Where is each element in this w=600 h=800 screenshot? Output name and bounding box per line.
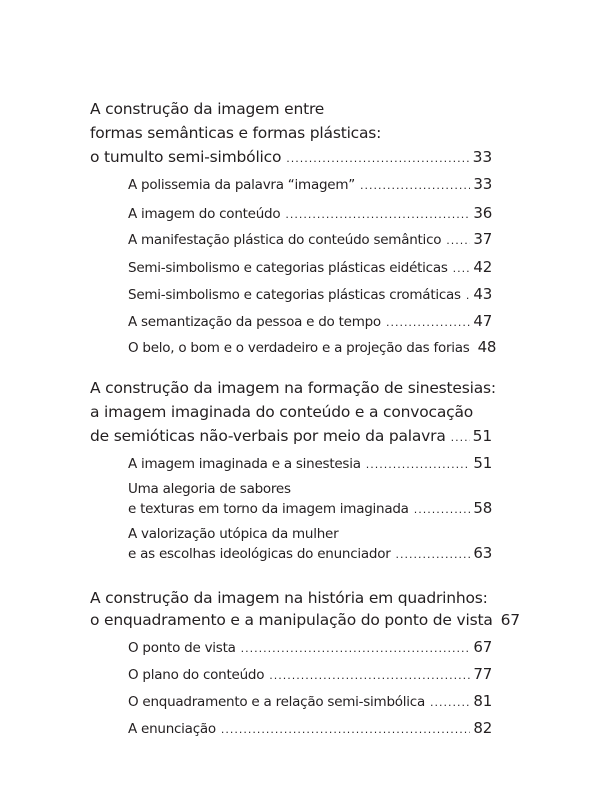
- dot-leader: [269, 669, 470, 682]
- toc-entry-line-1: [128, 526, 492, 546]
- toc-entry-line-1: [128, 481, 492, 501]
- entry-page-number: 51: [473, 454, 492, 472]
- entry-title: A polissemia da palavra “imagem”: [128, 177, 355, 193]
- entry-page-number: 47: [473, 312, 492, 330]
- entry-title: Semi-simbolismo e categorias plásticas eidéticas: [128, 260, 448, 276]
- toc-entry: [128, 665, 492, 685]
- entry-title: Uma alegoria de sabores: [128, 481, 291, 497]
- toc-entry: [128, 338, 497, 358]
- dot-leader: [453, 262, 471, 275]
- toc-entry: [128, 204, 492, 224]
- chapter-2-title-line-2: [90, 403, 492, 423]
- entry-title: A manifestação plástica do conteúdo semântico: [128, 232, 442, 248]
- chapter-1-title-line-3: [90, 148, 492, 168]
- entry-title: O ponto de vista: [128, 640, 236, 656]
- toc-entry: [128, 230, 492, 250]
- entry-page-number: 37: [473, 230, 492, 248]
- entry-page-number: 67: [473, 638, 492, 656]
- dot-leader: [221, 723, 471, 736]
- chapter-2-title-line-3: [90, 427, 492, 447]
- entry-page-number: 43: [473, 285, 492, 303]
- entry-title: e as escolhas ideológicas do enunciador: [128, 546, 391, 562]
- chapter-2-title-text-1: A construção da imagem na formação de sinestesias:: [90, 379, 496, 397]
- dot-leader: [386, 316, 470, 329]
- chapter-3-title-text-2: o enquadramento e a manipulação do ponto de vista: [90, 611, 493, 629]
- chapter-2-title-text-2: a imagem imaginada do conteúdo e a convocação: [90, 403, 474, 421]
- entry-page-number: 82: [473, 719, 492, 737]
- chapter-3-title-line-1: [90, 589, 492, 609]
- toc-entry: [128, 285, 492, 305]
- chapter-2-title-text-3: de semióticas não-verbais por meio da palavra: [90, 427, 446, 445]
- entry-title: O plano do conteúdo: [128, 667, 265, 683]
- chapter-2-title-line-1: [90, 379, 496, 399]
- entry-title: A valorização utópica da mulher: [128, 526, 339, 542]
- entry-title: O enquadramento e a relação semi-simbólica: [128, 694, 425, 710]
- dot-leader: [466, 289, 471, 302]
- toc-entry: [128, 258, 492, 278]
- entry-page-number: 77: [473, 665, 492, 683]
- dot-leader: [451, 431, 470, 444]
- entry-title: A semantização da pessoa e do tempo: [128, 314, 381, 330]
- toc-entry-line-2: [128, 544, 492, 564]
- dot-leader: [396, 548, 471, 561]
- dot-leader: [414, 503, 471, 516]
- entry-title: A imagem imaginada e a sinestesia: [128, 456, 361, 472]
- toc-entry: [128, 692, 492, 712]
- dot-leader: [366, 458, 471, 471]
- chapter-2-page-number: 51: [472, 427, 492, 445]
- chapter-3-title-text-1: A construção da imagem na história em quadrinhos:: [90, 589, 488, 607]
- dot-leader: [446, 234, 470, 247]
- entry-title: e texturas em torno da imagem imaginada: [128, 501, 409, 517]
- entry-page-number: 58: [473, 499, 492, 517]
- entry-title: O belo, o bom e o verdadeiro e a projeção das forias: [128, 340, 470, 356]
- chapter-1-title-text-3: o tumulto semi-simbólico: [90, 148, 282, 166]
- toc-entry: [128, 454, 492, 474]
- entry-page-number: 42: [473, 258, 492, 276]
- chapter-1-title-text-2: formas semânticas e formas plásticas:: [90, 124, 382, 142]
- chapter-1-page-number: 33: [472, 148, 492, 166]
- chapter-3-page-number: 67: [500, 611, 520, 629]
- entry-title: A enunciação: [128, 721, 216, 737]
- toc-entry: [128, 312, 492, 332]
- chapter-3-title-line-2: [90, 611, 520, 631]
- dot-leader: [285, 208, 470, 221]
- toc-entry: [128, 638, 492, 658]
- entry-page-number: 33: [473, 175, 492, 193]
- chapter-1-title-text-1: A construção da imagem entre: [90, 100, 325, 118]
- entry-page-number: 36: [473, 204, 492, 222]
- toc-entry: [128, 719, 492, 739]
- dot-leader: [241, 642, 471, 655]
- dot-leader: [286, 152, 469, 165]
- entry-title: A imagem do conteúdo: [128, 206, 281, 222]
- entry-title: Semi-simbolismo e categorias plásticas cromáticas: [128, 287, 461, 303]
- toc-entry-line-2: [128, 499, 492, 519]
- dot-leader: [430, 696, 470, 709]
- chapter-1-title-line-2: [90, 124, 492, 144]
- dot-leader: [360, 179, 470, 192]
- entry-page-number: 81: [473, 692, 492, 710]
- chapter-1-title-line-1: [90, 100, 492, 120]
- toc-entry: [128, 175, 492, 195]
- entry-page-number: 48: [477, 338, 497, 356]
- entry-page-number: 63: [473, 544, 492, 562]
